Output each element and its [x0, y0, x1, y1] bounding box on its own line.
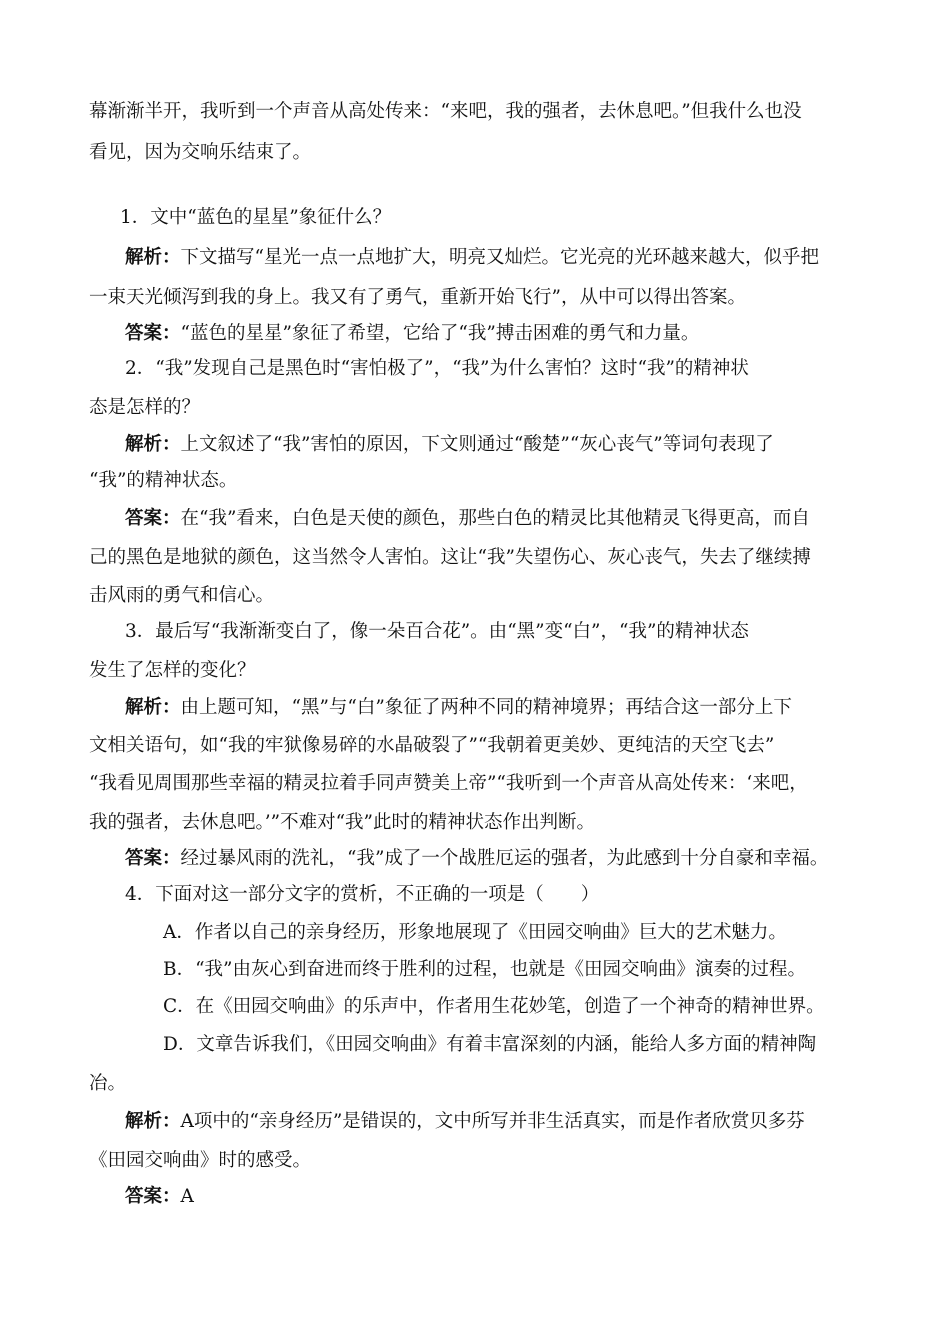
option-a: A．作者以自己的亲身经历，形象地展现了《田园交响曲》巨大的艺术魅力。 [163, 922, 787, 943]
analysis-line: 我的强者，去休息吧。’”不难对“我”此时的精神状态作出判断。 [89, 812, 596, 833]
analysis-text: 上文叙述了“我”害怕的原因，下文则通过“酸楚”“灰心丧气”等词句表现了 [180, 434, 774, 455]
analysis-line [125, 433, 774, 457]
option-d-cont: 冶。 [89, 1073, 127, 1094]
analysis-line [125, 696, 792, 720]
analysis-line [125, 246, 819, 270]
analysis-line: 文相关语句，如“我的牢狱像易碎的水晶破裂了”“我朝着更美妙、更纯洁的天空飞去” [89, 735, 775, 756]
answer-text: 在“我”看来，白色是天使的颜色，那些白色的精灵比其他精灵飞得更高，而自 [180, 508, 810, 529]
analysis-text: 由上题可知，“黑”与“白”象征了两种不同的精神境界；再结合这一部分上下 [180, 697, 792, 718]
option-b: B．“我”由灰心到奋进而终于胜利的过程，也就是《田园交响曲》演奏的过程。 [163, 959, 807, 980]
analysis-label: 解析： [125, 1111, 181, 1132]
answer-label: 答案： [125, 1186, 181, 1207]
analysis-text: A项中的“亲身经历”是错误的，文中所写并非生活真实，而是作者欣赏贝多芬 [180, 1111, 805, 1132]
answer-text: A [180, 1186, 194, 1207]
option-d: D．文章告诉我们，《田园交响曲》有着丰富深刻的内涵，能给人多方面的精神陶 [163, 1034, 817, 1055]
analysis-line: 《田园交响曲》时的感受。 [89, 1150, 312, 1171]
answer-label: 答案： [125, 848, 181, 869]
question-3-cont: 发生了怎样的变化？ [89, 660, 256, 681]
answer-label: 答案： [125, 508, 181, 529]
passage-line: 看见，因为交响乐结束了。 [89, 142, 312, 163]
analysis-label: 解析： [125, 247, 181, 268]
answer-line [125, 1185, 194, 1209]
question-4: 4．下面对这一部分文字的赏析，不正确的一项是（ ） [125, 884, 600, 905]
answer-line [125, 847, 828, 871]
analysis-line: 一束天光倾泻到我的身上。我又有了勇气，重新开始飞行”，从中可以得出答案。 [89, 287, 746, 308]
analysis-label: 解析： [125, 697, 181, 718]
answer-label: 答案： [125, 323, 181, 344]
analysis-line: “我看见周围那些幸福的精灵拉着手同声赞美上帝”“我听到一个声音从高处传来：‘来吧， [89, 773, 808, 794]
question-2: 2．“我”发现自己是黑色时“害怕极了”，“我”为什么害怕？这时“我”的精神状 [125, 358, 749, 379]
analysis-line: “我”的精神状态。 [89, 470, 238, 491]
answer-text: “蓝色的星星”象征了希望，它给了“我”搏击困难的勇气和力量。 [180, 323, 700, 344]
answer-text: 经过暴风雨的洗礼，“我”成了一个战胜厄运的强者，为此感到十分自豪和幸福。 [180, 848, 829, 869]
analysis-label: 解析： [125, 434, 181, 455]
answer-line [125, 507, 810, 531]
answer-line: 己的黑色是地狱的颜色，这当然令人害怕。这让“我”失望伤心、灰心丧气，失去了继续搏 [89, 547, 811, 568]
answer-line [125, 322, 699, 346]
passage-line: 幕渐渐半开，我听到一个声音从高处传来：“来吧，我的强者，去休息吧。”但我什么也没 [89, 101, 802, 122]
analysis-line [125, 1110, 805, 1134]
question-1: 1．文中“蓝色的星星”象征什么？ [120, 207, 392, 228]
question-3: 3．最后写“我渐渐变白了，像一朵百合花”。由“黑”变“白”，“我”的精神状态 [125, 621, 749, 642]
question-2-cont: 态是怎样的？ [89, 397, 201, 418]
option-c: C．在《田园交响曲》的乐声中，作者用生花妙笔，创造了一个神奇的精神世界。 [163, 996, 825, 1017]
answer-line: 击风雨的勇气和信心。 [89, 585, 275, 606]
analysis-text: 下文描写“星光一点一点地扩大，明亮又灿烂。它光亮的光环越来越大，似乎把 [180, 247, 819, 268]
